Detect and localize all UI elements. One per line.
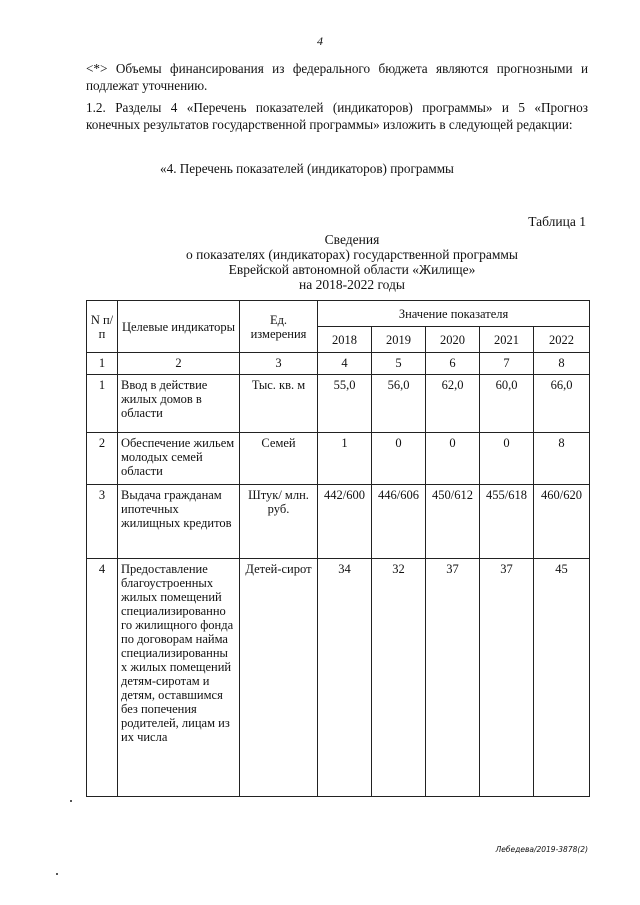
table-row bbox=[87, 485, 590, 559]
row-unit: Детей-сирот bbox=[240, 559, 318, 797]
row-indicator: Предоставление благоустроенных жилых помещений специализированно го жилищного фонда по договорам найма специализированны х жилых помещений детям-сиротам и детям, оставшимся без попечения родителей, лицам из их числа bbox=[118, 559, 240, 797]
row-value: 0 bbox=[480, 433, 534, 485]
row-value: 442/600 bbox=[318, 485, 372, 559]
indicators-table bbox=[86, 300, 590, 797]
section-paragraph: 1.2. Разделы 4 «Перечень показателей (индикаторов) программы» и 5 «Прогноз конечных результатов государственной программы» изложить в следующей редакции: bbox=[86, 100, 588, 132]
row-value: 55,0 bbox=[318, 375, 372, 433]
row-value: 8 bbox=[534, 433, 590, 485]
table-caption bbox=[86, 232, 618, 292]
row-unit: Тыс. кв. м bbox=[240, 375, 318, 433]
row-value: 66,0 bbox=[534, 375, 590, 433]
row-num: 4 bbox=[87, 559, 118, 797]
table-label: Таблица 1 bbox=[528, 214, 586, 229]
row-num: 1 bbox=[87, 375, 118, 433]
row-value: 37 bbox=[426, 559, 480, 797]
row-value: 455/618 bbox=[480, 485, 534, 559]
table-row bbox=[87, 559, 590, 797]
col-number: 7 bbox=[480, 353, 534, 375]
col-number: 4 bbox=[318, 353, 372, 375]
section-heading: «4. Перечень показателей (индикаторов) программы bbox=[160, 161, 454, 176]
header-year: 2020 bbox=[426, 327, 480, 353]
row-indicator: Обеспечение жильем молодых семей области bbox=[118, 433, 240, 485]
col-number: 3 bbox=[240, 353, 318, 375]
row-value: 0 bbox=[426, 433, 480, 485]
row-value: 1 bbox=[318, 433, 372, 485]
row-value: 45 bbox=[534, 559, 590, 797]
row-indicator: Ввод в действие жилых домов в области bbox=[118, 375, 240, 433]
header-unit: Ед. измерения bbox=[240, 301, 318, 353]
scan-speck bbox=[70, 800, 72, 802]
executor-signature: Лебедева/2019-3878(2) bbox=[495, 845, 588, 854]
row-value: 450/612 bbox=[426, 485, 480, 559]
row-value: 34 bbox=[318, 559, 372, 797]
caption-line-2: о показателях (индикаторах) государственной программы bbox=[185, 247, 518, 262]
caption-line-1: Сведения bbox=[324, 232, 380, 247]
header-indicator: Целевые индикаторы bbox=[118, 301, 240, 353]
row-value: 460/620 bbox=[534, 485, 590, 559]
row-indicator: Выдача гражданам ипотечных жилищных кредитов bbox=[118, 485, 240, 559]
row-unit: Семей bbox=[240, 433, 318, 485]
row-value: 56,0 bbox=[372, 375, 426, 433]
header-year: 2019 bbox=[372, 327, 426, 353]
table-row bbox=[87, 433, 590, 485]
caption-line-4: на 2018-2022 годы bbox=[299, 277, 405, 292]
table-row bbox=[87, 375, 590, 433]
header-year: 2018 bbox=[318, 327, 372, 353]
header-values: Значение показателя bbox=[318, 301, 590, 327]
row-num: 3 bbox=[87, 485, 118, 559]
header-year: 2021 bbox=[480, 327, 534, 353]
row-value: 32 bbox=[372, 559, 426, 797]
header-num: N п/п bbox=[87, 301, 118, 353]
scan-speck bbox=[56, 873, 58, 875]
col-number: 1 bbox=[87, 353, 118, 375]
col-number: 6 bbox=[426, 353, 480, 375]
page-number: 4 bbox=[317, 34, 323, 48]
row-value: 62,0 bbox=[426, 375, 480, 433]
col-number: 2 bbox=[118, 353, 240, 375]
col-number: 5 bbox=[372, 353, 426, 375]
row-value: 446/606 bbox=[372, 485, 426, 559]
header-year: 2022 bbox=[534, 327, 590, 353]
col-number: 8 bbox=[534, 353, 590, 375]
footnote-paragraph: <*> Объемы финансирования из федерального бюджета являются прогнозными и подлежат уточнению. bbox=[86, 61, 588, 93]
row-value: 60,0 bbox=[480, 375, 534, 433]
row-unit: Штук/ млн. руб. bbox=[240, 485, 318, 559]
caption-line-3: Еврейской автономной области «Жилище» bbox=[228, 262, 476, 277]
row-value: 37 bbox=[480, 559, 534, 797]
row-num: 2 bbox=[87, 433, 118, 485]
row-value: 0 bbox=[372, 433, 426, 485]
